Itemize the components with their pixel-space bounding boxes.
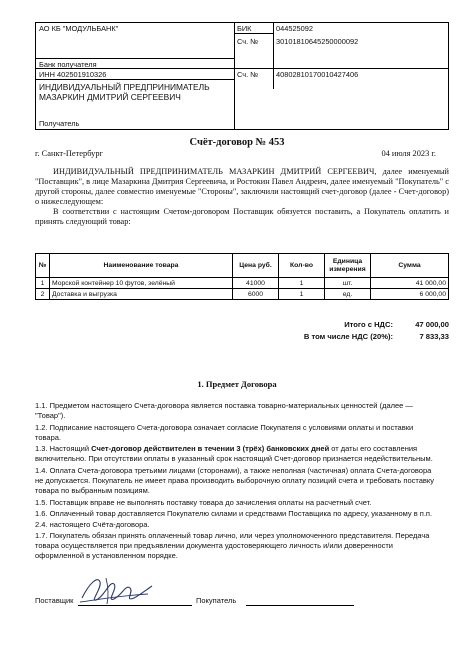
buyer-signature-line [246,605,354,606]
bank-details-table [35,22,449,130]
vat-label: В том числе НДС (20%): [303,332,393,341]
term-1-3-prefix: 1.3. Настоящий [35,444,92,454]
term-1-2: 1.2. Подписание настоящего Счета-договора означает согласие Покупателя с условиями оплаты и поставки товара. [35,422,414,442]
intro-text [35,167,449,228]
buyer-label: Покупатель [196,596,237,605]
bank-recipient-label: Банк получателя [39,60,97,69]
items-table [35,253,449,300]
header-unit: Единица измерения [325,254,371,278]
account-label: Сч. № [237,70,259,79]
row-price: 41000 [233,278,279,289]
total-label: Итого с НДС: [344,320,393,329]
row-name: Доставка и выгрузка [50,289,233,300]
totals-block [304,319,449,343]
header-sum: Сумма [371,254,449,278]
bik-label: БИК [237,24,252,33]
row-name: Морской контейнер 10 футов, зелёный [50,278,233,289]
term-1-3-bold: Счет-договор действителен в течении 3 (трёх) банковских дней [91,444,330,454]
row-qty: 1 [279,289,325,300]
header-name: Наименование товара [50,254,233,278]
bank-name: АО КБ "МОДУЛЬБАНК" [39,24,119,33]
term-1-5: 1.5. Поставщик вправе не выполнять поставку товара до зачисления оплаты на расчетный счет. [35,497,372,507]
document-date: 04 июля 2023 г. [381,149,436,158]
header-qty: Кол-во [279,254,325,278]
recipient-name-line-1: ИНДИВИДУАЛЬНЫЙ ПРЕДПРИНИМАТЕЛЬ [39,82,210,92]
table-row [36,289,449,300]
section-title: 1. Предмет Договора [197,379,277,389]
intro-paragraph-parties: ИНДИВИДУАЛЬНЫЙ ПРЕДПРИНИМАТЕЛЬ МАЗАРКИН ДМИТРИЙ СЕРГЕЕВИЧ, далее именуемый "Поставщик", в лице Мазаркина Дмитрия Сергеевича, и Ростокин Павел Андреич, далее именуемый "Покупатель" с другой стороны, далее совместно именуемые "Стороны", заключили настоящий счет-договор (далее - Счет-договор) о нижеследующем: [35,167,449,207]
corr-account-label: Сч. № [237,37,259,46]
term-1-4: 1.4. Оплата Счета-договора третьими лицами (сторонами), а также неполная (частичная) оплата Счета-договора не допускается. Покупатель не имеет права производить выборочную оплату позиций счета и требовать поставку товара по выбранным позициям. [35,466,435,496]
row-unit: ед. [325,289,371,300]
document-title: Счёт-договор № 453 [189,137,285,148]
table-row [36,278,449,289]
row-price: 6000 [233,289,279,300]
intro-paragraph-subject: В соответствии с настоящим Счетом-договором Поставщик обязуется поставить, а Покупатель оплатить и принять следующий товар: [35,207,449,227]
document-city: г. Санкт-Петербург [35,149,103,158]
row-qty: 1 [279,278,325,289]
term-1-7: 1.7. Покупатель обязан принять оплаченный товар лично, или через уполномоченного представителя. Передача товара осуществляется при предъявлении документа удостоверяющего личность и/или доверенности оформленной в установленном порядке. [35,531,430,561]
term-1-3-suffix: от даты его составления включительно. При отсутствии оплаты в указанный срок настоящий Счет-договор признается недействительным. [35,444,433,464]
recipient-label: Получатель [39,119,80,128]
account-value: 40802810170010427406 [276,70,359,79]
term-1-1: 1.1. Предметом настоящего Счета-договора является поставка товарно-материальных ценностей (далее — "Товар"). [35,401,413,421]
term-1-6: 1.6. Оплаченный товар доставляется Покупателю силами и средствами Поставщика по адресу, указанному в п.п. 2.4. настоящего Счёта-договора. [35,509,433,529]
term-1-3 [35,444,439,464]
row-num: 2 [36,289,50,300]
recipient-name-line-2: МАЗАРКИН ДМИТРИЙ СЕРГЕЕВИЧ [39,92,181,102]
terms-list [35,401,439,563]
inn-value: ИНН 402501910326 [39,70,107,79]
supplier-label: Поставщик [35,596,74,605]
row-num: 1 [36,278,50,289]
corr-account-value: 30101810645250000092 [276,37,359,46]
row-unit: шт. [325,278,371,289]
total-value: 47 000,00 [415,320,449,329]
bik-value: 044525092 [276,24,313,33]
items-table-header [36,254,449,278]
header-price: Цена руб. [233,254,279,278]
header-num: № [36,254,50,278]
row-sum: 41 000,00 [371,278,449,289]
vat-value: 7 833,33 [419,332,449,341]
handwritten-signature-icon [76,572,156,608]
row-sum: 6 000,00 [371,289,449,300]
